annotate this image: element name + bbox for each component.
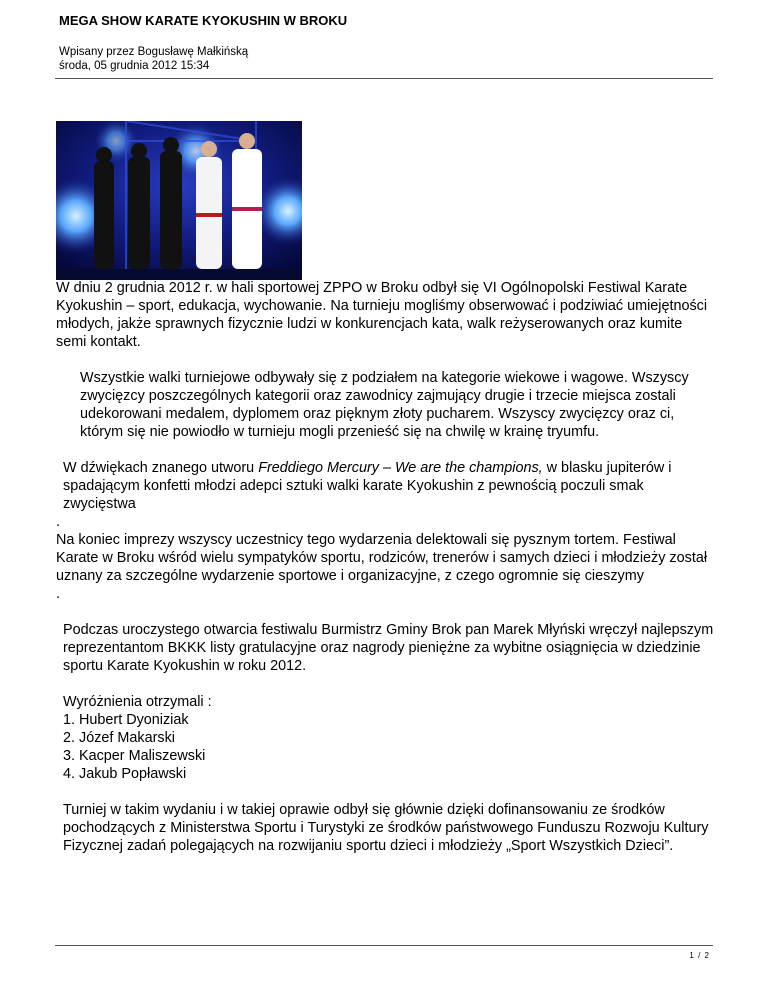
separator-dot: .: [56, 514, 60, 530]
paragraph-cake: Na koniec imprezy wszyscy uczestnicy tego wydarzenia delektowali się pysznym tortem. Festiwal Karate w Broku wśród wielu sympatyków sportu, rodziców, trenerów i samych dzieci i młodzieży został uznany za szczególne wydarzenie sportowe i organizacyjne, z czego ogromnie się cieszymy: [56, 532, 708, 584]
article-body: [56, 279, 716, 855]
award-item: 1. Hubert Dyoniziak: [63, 712, 189, 728]
awards-heading: Wyróżnienia otrzymali :: [63, 694, 212, 710]
page-number: 1 / 2: [689, 951, 710, 960]
author-line: Wpisany przez Bogusławę Małkińską: [59, 46, 249, 58]
date-line: środa, 05 grudnia 2012 15:34: [59, 60, 210, 72]
paragraph-champions: W dźwiękach znanego utworu Freddiego Mercury – We are the champions, w blasku jupiterów i spadającym konfetti młodzi adepci sztuki walki karate Kyokushin z pewnością poczuli smak zwycięstwa: [63, 460, 672, 512]
article-meta: [59, 45, 248, 73]
paragraph-fights: Wszystkie walki turniejowe odbywały się z podziałem na kategorie wiekowe i wagowe. Wszyscy zwycięzcy poszczególnych kategorii oraz zawodnicy zajmujący drugie i trzecie miejsca zostali udekorowani medalem, dyplomem oraz pięknym złoty pucharem. Wszyscy zwycięzcy oraz ci, którym się nie powiodło w turnieju mogli przenieść się na chwilę w krainę tryumfu.: [80, 370, 689, 440]
paragraph-opening: Podczas uroczystego otwarcia festiwalu Burmistrz Gminy Brok pan Marek Młyński wręczył najlepszym reprezentantom BKKK listy gratulacyjne oraz nagrody pieniężne za wybitne osiągnięcia w dziedzinie sportu Karate Kyokushin w roku 2012.: [63, 622, 714, 674]
footer-divider: [55, 945, 713, 946]
article-photo: [56, 121, 302, 280]
paragraph-funding: Turniej w takim wydaniu i w takiej oprawie odbył się głównie dzięki dofinansowaniu ze środków pochodzących z Ministerstwa Sportu i Turystyki ze środków państwowego Funduszu Rozwoju Kultury Fizycznej zadań polegających na rozwijaniu sportu dzieci i młodzieży „Sport Wszystkich Dzieci”.: [63, 802, 709, 854]
award-item: 2. Józef Makarski: [63, 730, 175, 746]
separator-dot: .: [56, 586, 60, 602]
award-item: 4. Jakub Popławski: [63, 766, 187, 782]
article-title: MEGA SHOW KARATE KYOKUSHIN W BROKU: [59, 13, 348, 28]
paragraph-intro: W dniu 2 grudnia 2012 r. w hali sportowej ZPPO w Broku odbył się VI Ogólnopolski Festiwal Karate Kyokushin – sport, edukacja, wychowanie. Na turnieju mogliśmy obserwować i podziwiać umiejętności młodych, jakże sprawnych fizycznie ludzi w konkurencjach kata, walk reżyserowanych oraz kumite semi kontakt.: [56, 280, 708, 350]
header-divider: [55, 78, 713, 79]
award-item: 3. Kacper Maliszewski: [63, 748, 206, 764]
